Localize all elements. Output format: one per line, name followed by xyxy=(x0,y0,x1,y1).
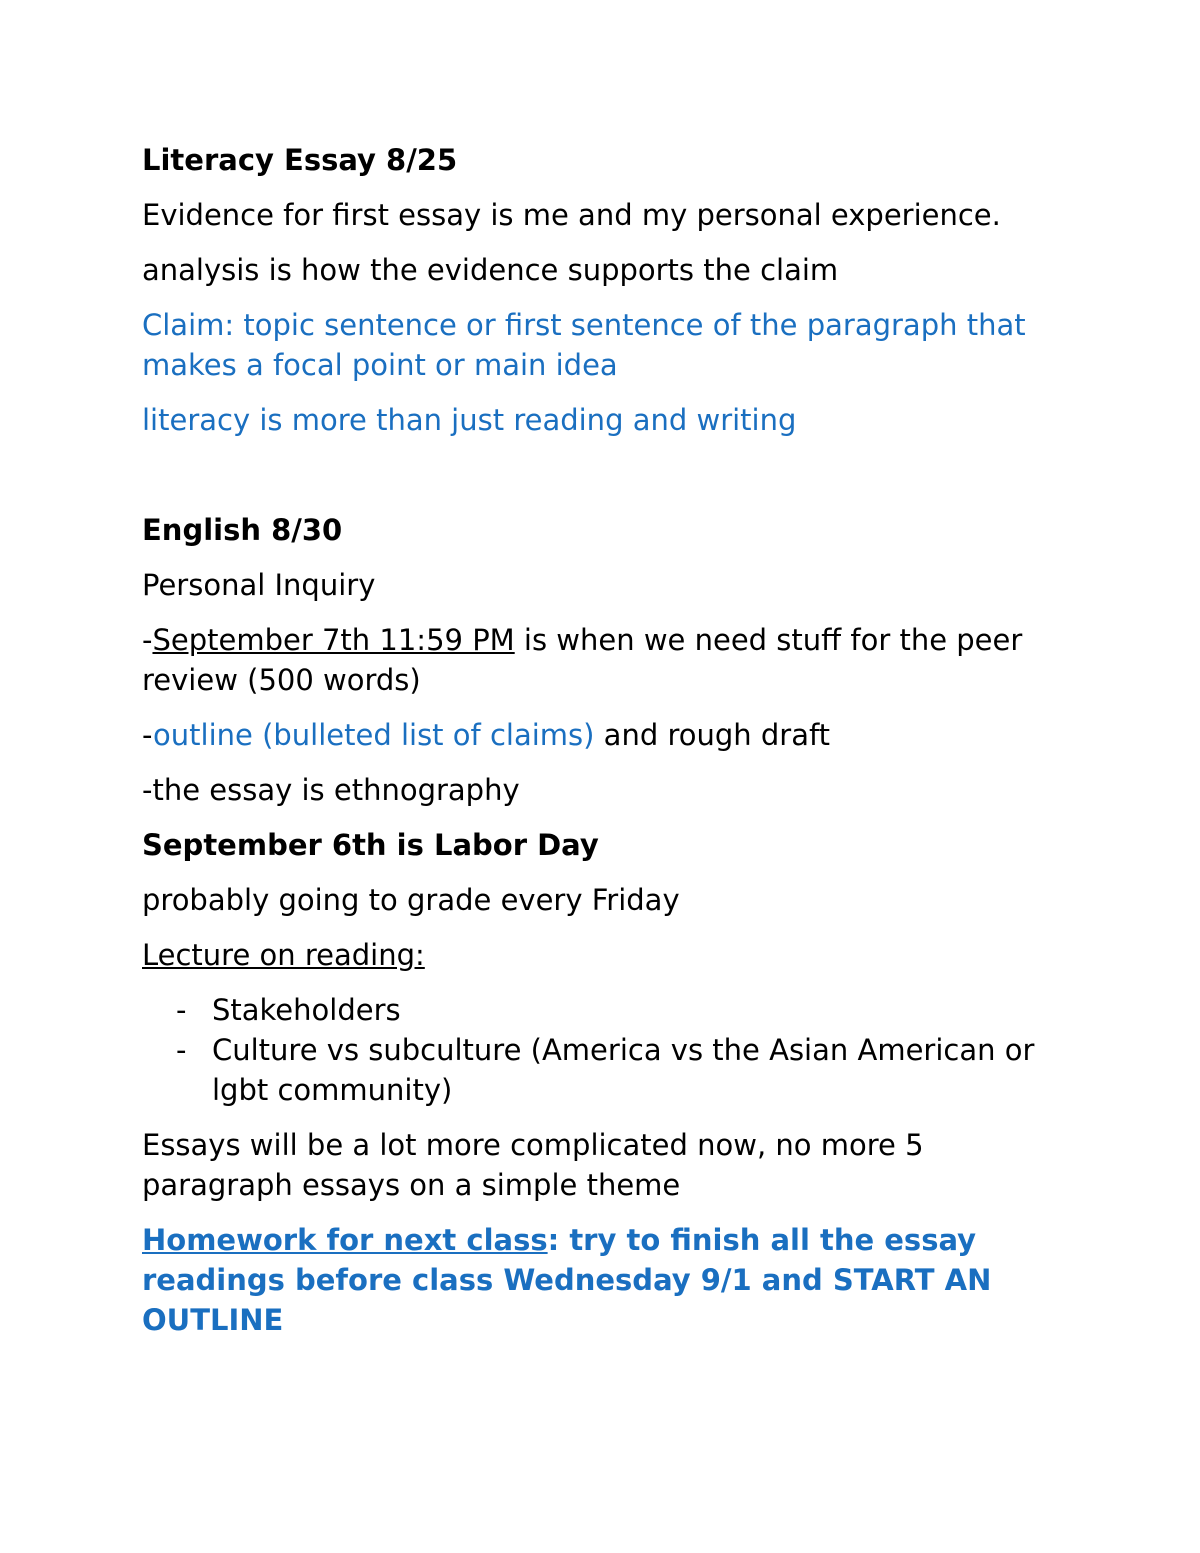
note-essays-complexity: Essays will be a lot more complicated now, no more 5 paragraph essays on a simple theme xyxy=(142,1128,924,1202)
note-labor-day: September 6th is Labor Day xyxy=(142,828,599,862)
lecture-title: Lecture on reading: xyxy=(142,938,425,972)
section-spacer xyxy=(142,455,1050,510)
note-ethnography: -the essay is ethnography xyxy=(142,773,520,807)
note-claim: Claim: topic sentence or first sentence of the paragraph that makes a focal point or main idea xyxy=(142,308,1026,382)
section-title-literacy-essay: Literacy Essay 8/25 xyxy=(142,143,458,177)
deadline-date: September 7th 11:59 PM xyxy=(152,623,515,657)
note-analysis: analysis is how the evidence supports the claim xyxy=(142,253,839,287)
homework-label: Homework for next class xyxy=(142,1223,548,1257)
deadline-detail: is when we need stuff for the peer review (500 words) xyxy=(142,623,1023,697)
note-outline xyxy=(142,715,1050,755)
list-dash: - xyxy=(176,1033,187,1067)
outline-prefix: - xyxy=(142,718,154,752)
list-dash: - xyxy=(176,993,187,1027)
homework-text: : try to finish all the essay readings before class Wednesday 9/1 and START AN OUTLINE xyxy=(142,1223,992,1337)
list-item-text: Culture vs subculture (America vs the Asian American or lgbt community) xyxy=(212,1033,1035,1107)
outline-highlight: outline (bulleted list of claims) xyxy=(153,718,595,752)
outline-detail: and rough draft xyxy=(594,718,831,752)
note-grading: probably going to grade every Friday xyxy=(142,883,680,917)
note-evidence: Evidence for first essay is me and my personal experience. xyxy=(142,198,1001,232)
list-item xyxy=(142,1030,1050,1110)
lecture-list xyxy=(142,990,1050,1110)
note-peer-review-deadline xyxy=(142,620,1050,700)
list-item xyxy=(142,990,1050,1030)
note-homework xyxy=(142,1220,1050,1340)
section-title-english: English 8/30 xyxy=(142,513,343,547)
list-item-text: Stakeholders xyxy=(212,993,401,1027)
deadline-prefix: - xyxy=(142,623,153,657)
note-literacy-definition: literacy is more than just reading and writing xyxy=(142,403,797,437)
note-personal-inquiry: Personal Inquiry xyxy=(142,568,376,602)
